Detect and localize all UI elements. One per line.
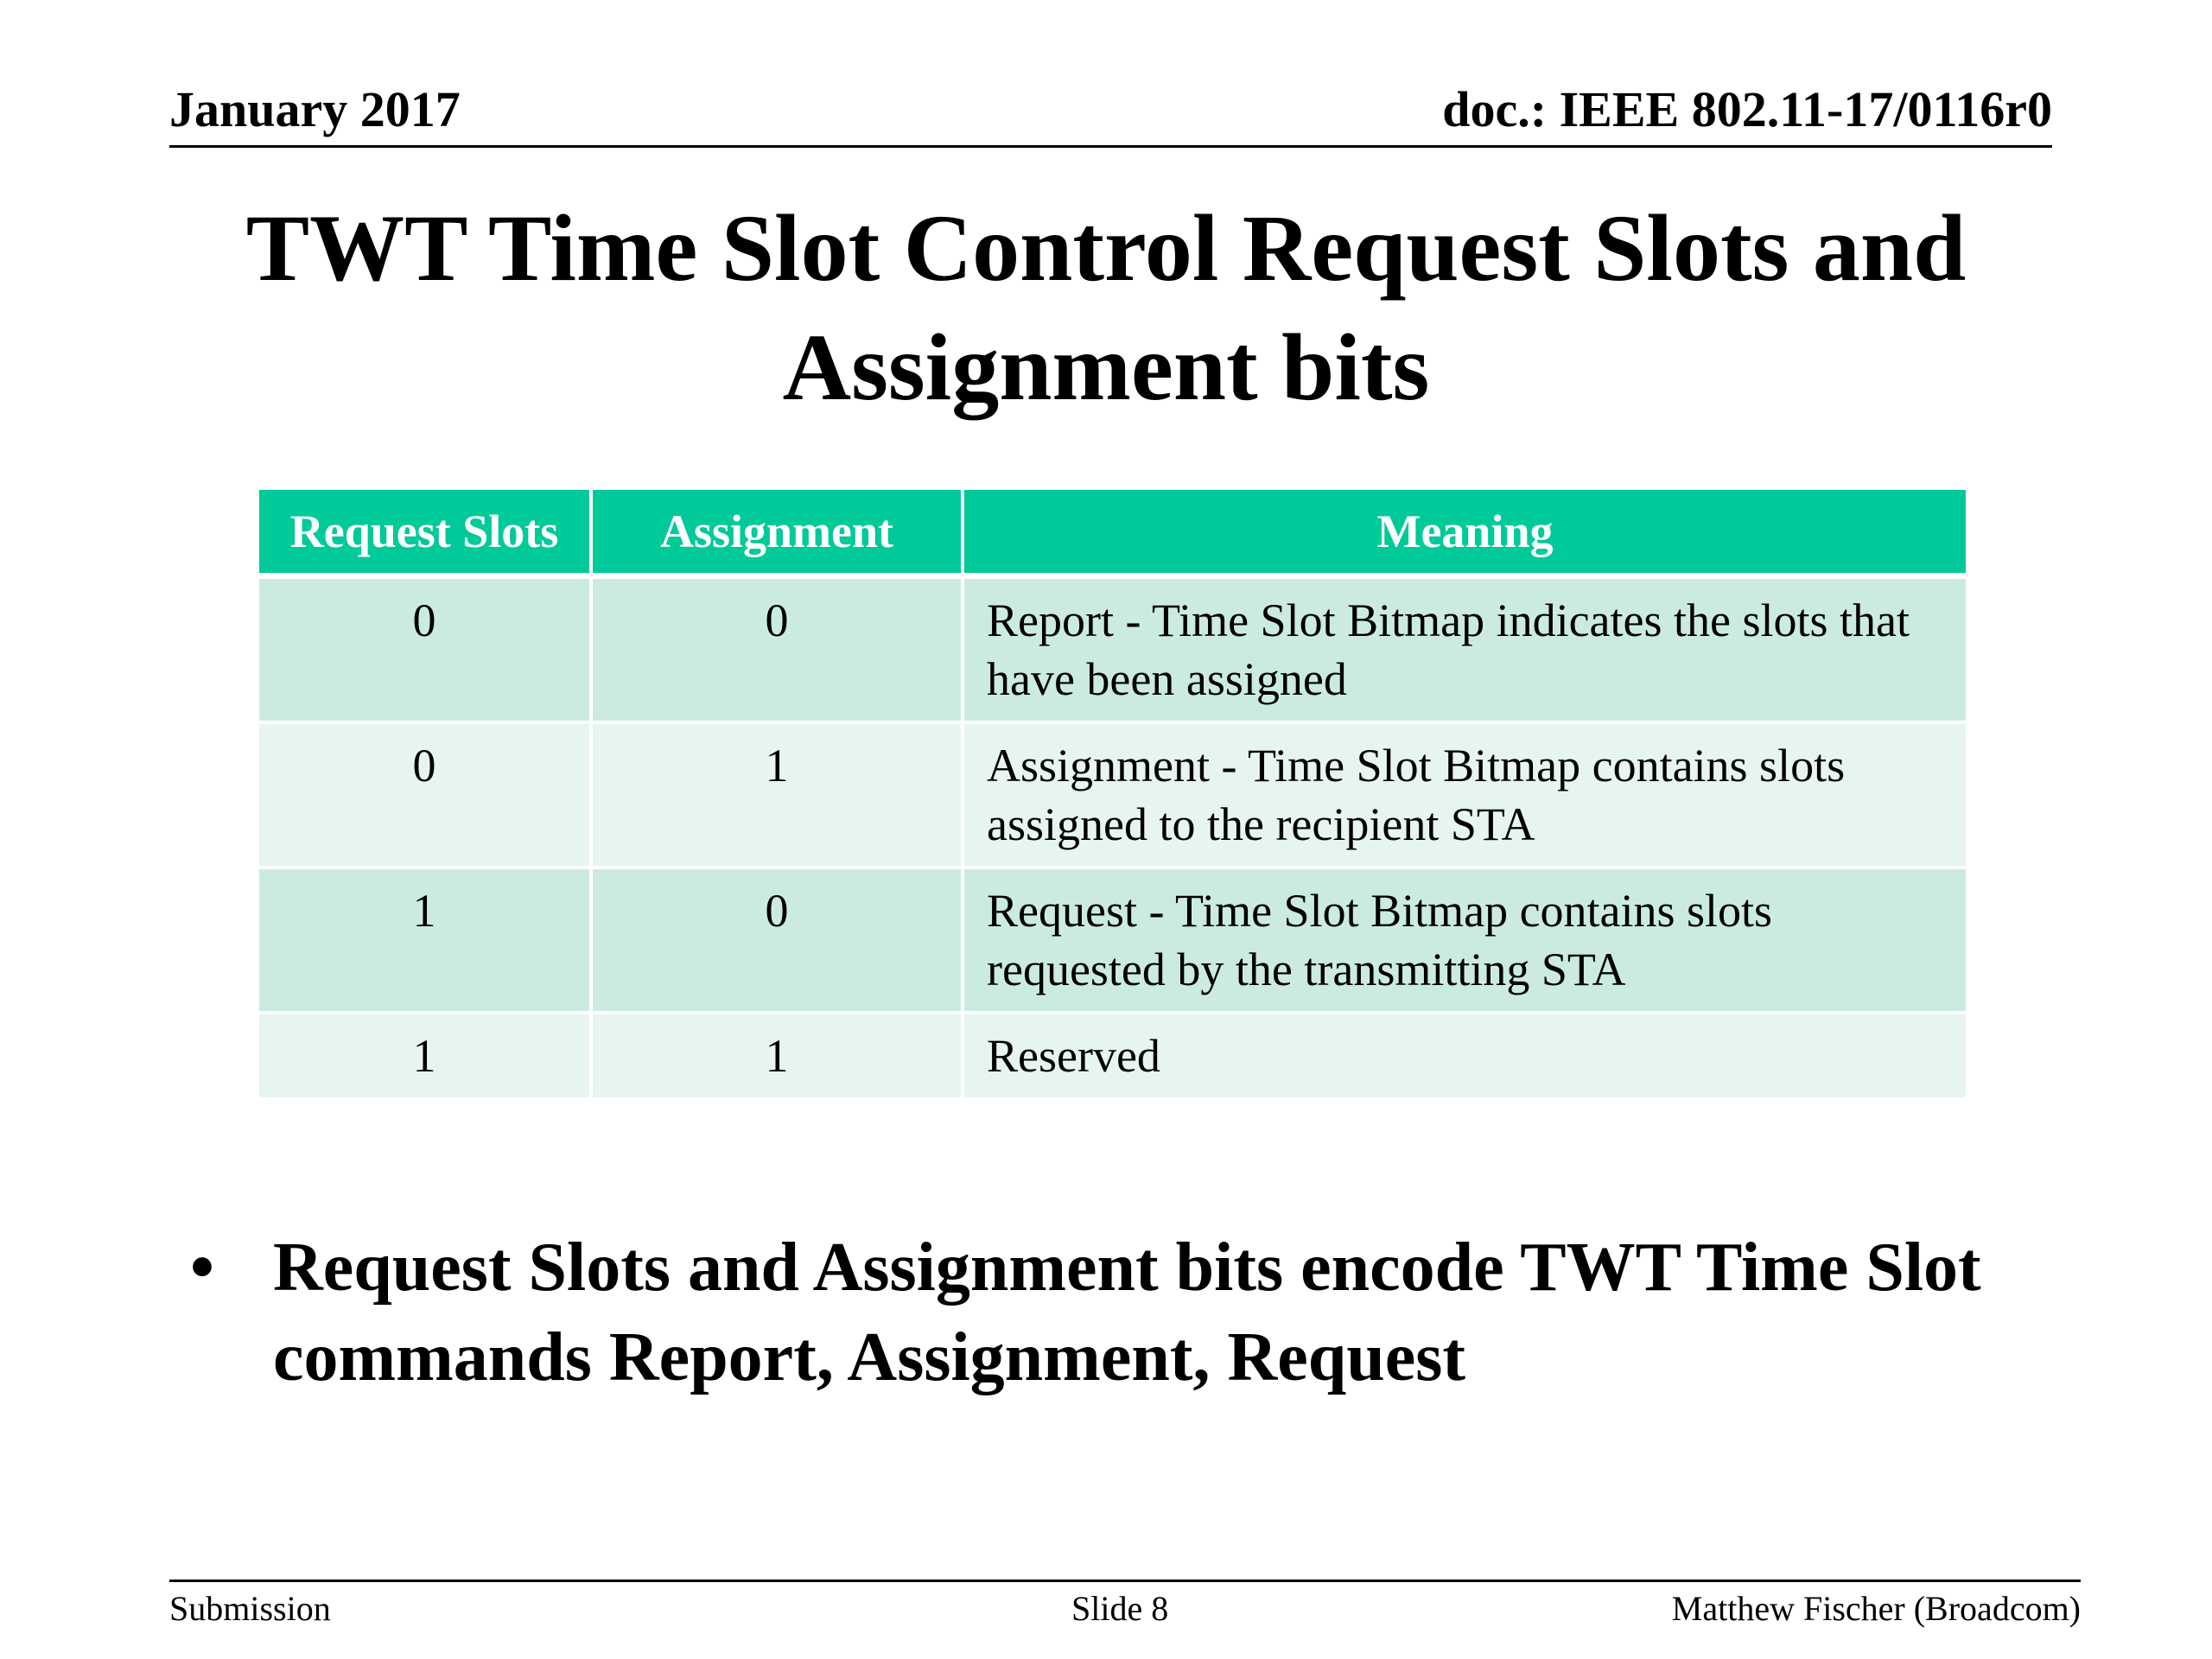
table-row <box>259 724 1966 869</box>
column-header-assignment: Assignment <box>593 490 964 579</box>
header-divider <box>169 145 2052 148</box>
slide-title-line-1: TWT Time Slot Control Request Slots and <box>245 195 1967 301</box>
cell-meaning: Assignment - Time Slot Bitmap contains slots assigned to the recipient STA <box>964 724 1966 869</box>
bit-encoding-table <box>259 490 1966 1101</box>
cell-request-slots: 1 <box>259 1014 593 1101</box>
header-date: January 2017 <box>169 81 461 137</box>
cell-meaning: Reserved <box>964 1014 1966 1101</box>
table-header-row <box>259 490 1966 579</box>
table-row <box>259 1014 1966 1101</box>
cell-assignment: 0 <box>593 579 964 724</box>
footer-divider <box>169 1580 2081 1582</box>
cell-request-slots: 0 <box>259 724 593 869</box>
cell-request-slots: 1 <box>259 869 593 1014</box>
footer-slide-number: Slide 8 <box>1071 1589 1169 1628</box>
slide-title <box>130 188 2082 427</box>
slide-title-line-2: Assignment bits <box>782 315 1430 420</box>
bullet-marker: • <box>190 1230 215 1306</box>
table-row <box>259 579 1966 724</box>
cell-assignment: 0 <box>593 869 964 1014</box>
bullet-point <box>190 1223 2048 1402</box>
cell-assignment: 1 <box>593 1014 964 1101</box>
column-header-request-slots: Request Slots <box>259 490 593 579</box>
column-header-meaning: Meaning <box>964 490 1966 579</box>
cell-request-slots: 0 <box>259 579 593 724</box>
table-row <box>259 869 1966 1014</box>
bullet-text: Request Slots and Assignment bits encode TWT Time Slot commands Report, Assignment, Request <box>273 1230 1981 1395</box>
cell-meaning: Report - Time Slot Bitmap indicates the slots that have been assigned <box>964 579 1966 724</box>
cell-meaning: Request - Time Slot Bitmap contains slots requested by the transmitting STA <box>964 869 1966 1014</box>
cell-assignment: 1 <box>593 724 964 869</box>
header-doc-id: doc.: IEEE 802.11-17/0116r0 <box>1442 81 2052 137</box>
footer-submission: Submission <box>169 1589 331 1628</box>
footer-author: Matthew Fischer (Broadcom) <box>1671 1589 2081 1628</box>
